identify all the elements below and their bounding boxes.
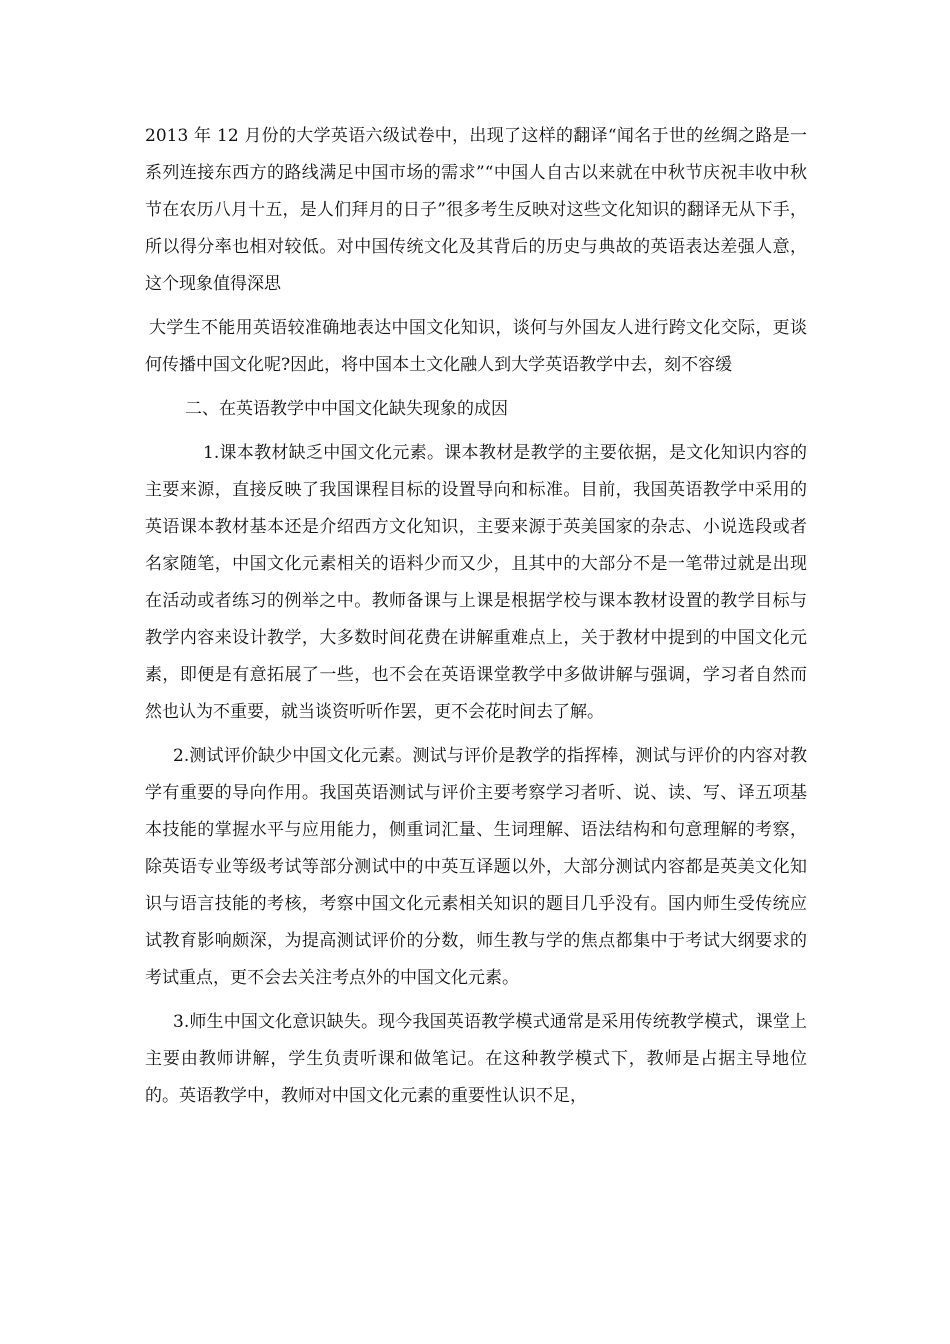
paragraph-cause-3: 3.师生中国文化意识缺失。现今我国英语教学模式通常是采用传统教学模式，课堂上主要由教师讲解，学生负责听课和做笔记。在这种教学模式下，教师是占据主导地位的。英语教学中，教师对中国文化元素的重要性认识不足，	[145, 1012, 807, 1106]
paragraph-cause-1: 1.课本教材缺乏中国文化元素。课本教材是教学的主要依据，是文化知识内容的主要来源，直接反映了我国课程目标的设置导向和标准。目前，我国英语教学中采用的英语课本教材基本还是介绍西方文化知识，主要来源于英美国家的杂志、小说选段或者名家随笔，中国文化元素相关的语料少而又少，且其中的大部分不是一笔带过就是出现在活动或者练习的例举之中。教师备课与上课是根据学校与课本教材设置的教学目标与教学内容来设计教学，大多数时间花费在讲解重难点上，关于教材中提到的中国文化元素，即便是有意拓展了一些，也不会在英语课堂教学中多做讲解与强调，学习者自然而然也认为不重要，就当谈资听听作罢，更不会花时间去了解。	[145, 443, 807, 722]
section-heading: 二、在英语教学中中国文化缺失现象的成因	[185, 399, 508, 419]
paragraph-cause-2: 2.测试评价缺少中国文化元素。测试与评价是教学的指挥棒，测试与评价的内容对教学有重要的导向作用。我国英语测试与评价主要考察学习者听、说、读、写、译五项基本技能的掌握水平与应用能力，侧重词汇量、生词理解、语法结构和句意理解的考察，除英语专业等级考试等部分测试中的中英互译题以外，大部分测试内容都是英美文化知识与语言技能的考核，考察中国文化元素相关知识的题目几乎没有。国内师生受传统应试教育影响颇深，为提高测试评价的分数，师生教与学的焦点都集中于考试大纲要求的考试重点，更不会去关注考点外的中国文化元素。	[145, 746, 807, 988]
paragraph-argument: 大学生不能用英语较准确地表达中国文化知识，谈何与外国友人进行跨文化交际，更谈何传播中国文化呢?因此，将中国本土文化融人到大学英语教学中去，刻不容缓	[145, 318, 807, 375]
paragraph-intro: 2013 年 12 月份的大学英语六级试卷中，出现了这样的翻译“闻名于世的丝绸之路是一系列连接东西方的路线满足中国市场的需求”“中国人自古以来就在中秋节庆祝丰收中秋节在农历八月十五，是人们拜月的日子”很多考生反映对这些文化知识的翻译无从下手，所以得分率也相对较低。对中国传统文化及其背后的历史与典故的英语表达差强人意，这个现象值得深思	[145, 126, 807, 294]
document-body	[145, 118, 807, 1122]
